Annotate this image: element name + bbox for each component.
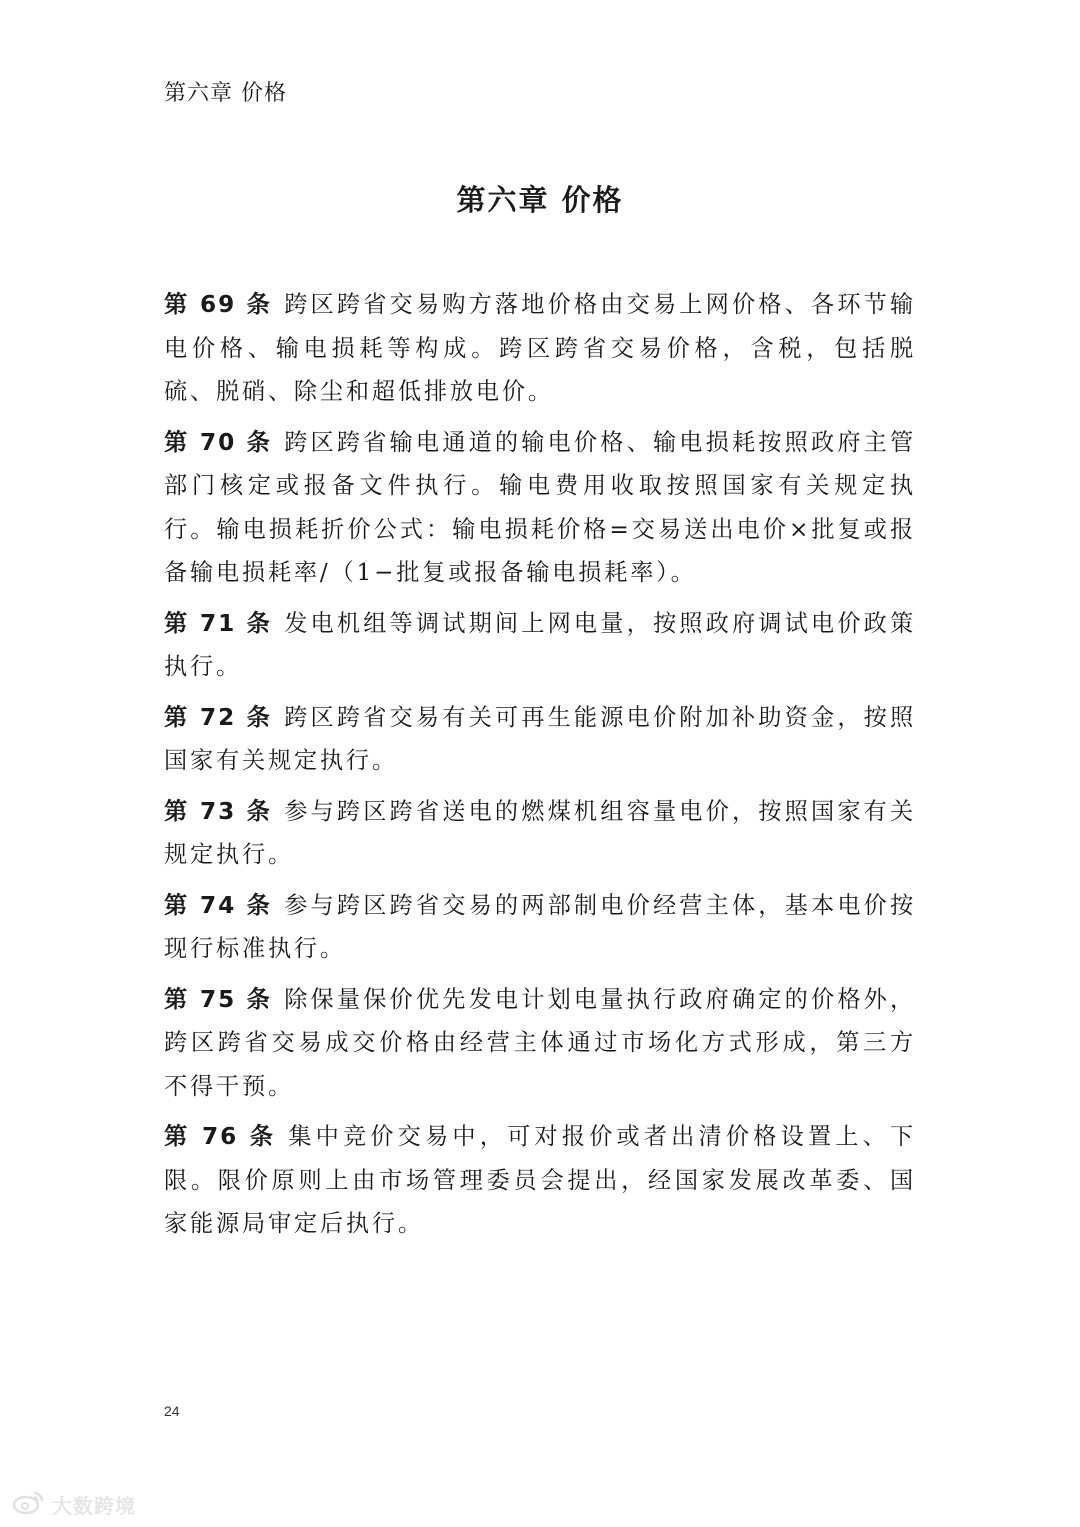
article-text: 跨区跨省交易购方落地价格由交易上网价格、各环节输电价格、输电损耗等构成。跨区跨省交易价格，含税，包括脱硫、脱硝、除尘和超低排放电价。 xyxy=(164,291,916,405)
article-label: 第 69 条 xyxy=(164,291,273,318)
article-text: 跨区跨省输电通道的输电价格、输电损耗按照政府主管部门核定或报备文件执行。输电费用收取按照国家有关规定执行。输电损耗折价公式：输电损耗价格=交易送出电价×批复或报备输电损耗率/（1−批复或报备输电损耗率）。 xyxy=(164,428,916,586)
article-69 xyxy=(164,283,916,414)
article-70 xyxy=(164,421,916,595)
article-label: 第 72 条 xyxy=(164,703,273,731)
article-text: 集中竞价交易中，可对报价或者出清价格设置上、下限。限价原则上由市场管理委员会提出，经国家发展改革委、国家能源局审定后执行。 xyxy=(164,1123,916,1237)
article-71 xyxy=(164,602,916,689)
watermark xyxy=(12,1488,136,1520)
article-text: 发电机组等调试期间上网电量，按照政府调试电价政策执行。 xyxy=(164,609,916,680)
article-75 xyxy=(164,978,916,1109)
article-72 xyxy=(164,696,916,783)
article-label: 第 74 条 xyxy=(164,891,273,919)
article-label: 第 71 条 xyxy=(164,609,273,637)
article-text: 参与跨区跨省交易的两部制电价经营主体，基本电价按现行标准执行。 xyxy=(164,891,916,962)
article-list xyxy=(164,283,916,1253)
watermark-text: 大数跨境 xyxy=(52,1493,136,1518)
article-label: 第 75 条 xyxy=(164,985,273,1013)
weibo-logo-icon xyxy=(12,1489,46,1519)
page-number: 24 xyxy=(164,1403,180,1419)
chapter-title: 第六章 价格 xyxy=(456,183,624,217)
article-text: 除保量保价优先发电计划电量执行政府确定的价格外，跨区跨省交易成交价格由经营主体通过市场化方式形成，第三方不得干预。 xyxy=(164,985,916,1100)
running-header: 第六章 价格 xyxy=(164,81,287,106)
article-73 xyxy=(164,790,916,877)
article-label: 第 73 条 xyxy=(164,797,273,825)
article-76 xyxy=(164,1115,916,1246)
article-text: 参与跨区跨省送电的燃煤机组容量电价，按照国家有关规定执行。 xyxy=(164,797,916,868)
article-74 xyxy=(164,884,916,971)
article-text: 跨区跨省交易有关可再生能源电价附加补助资金，按照国家有关规定执行。 xyxy=(164,703,916,774)
article-label: 第 76 条 xyxy=(164,1123,277,1150)
article-label: 第 70 条 xyxy=(164,428,273,456)
